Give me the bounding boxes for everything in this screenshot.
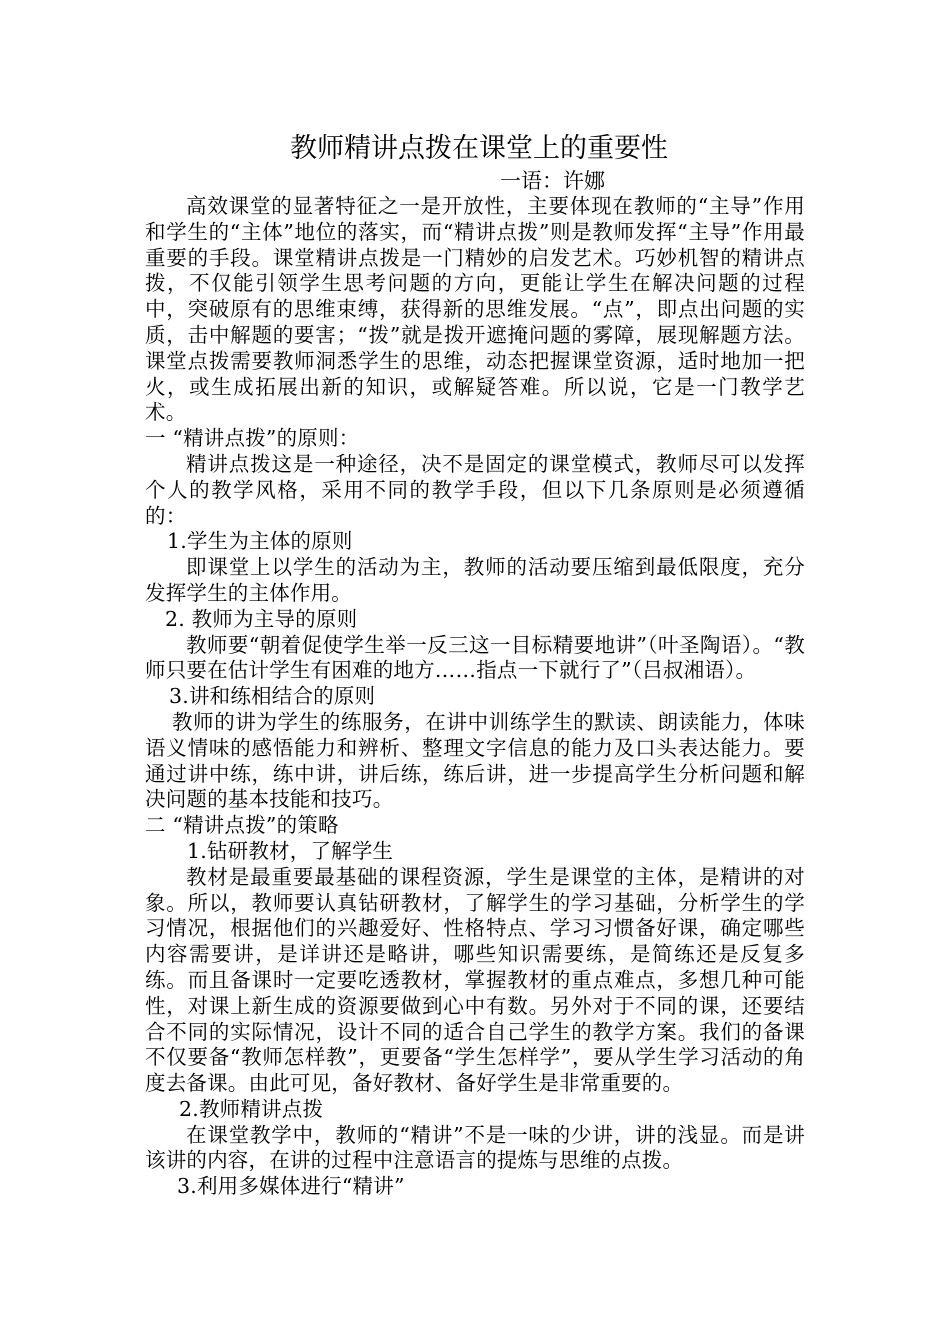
strategy-2-paragraph: 在课堂教学中，教师的“精讲”不是一味的少讲，讲的浅显。而是讲该讲的内容，在讲的过程中注意语言的提炼与思维的点拨。	[145, 1122, 805, 1173]
principle-1-paragraph: 即课堂上以学生的活动为主，教师的活动要压缩到最低限度，充分发挥学生的主体作用。	[145, 555, 805, 605]
author-line: 一语：许娜	[500, 169, 605, 193]
principle-2-heading: 2. 教师为主导的原则	[165, 606, 358, 631]
principles-intro-paragraph: 精讲点拨这是一种途径，决不是固定的课堂模式，教师尽可以发挥个人的教学风格，采用不同的教学手段，但以下几条原则是必须遵循的：	[145, 451, 805, 528]
intro-paragraph: 高效课堂的显著特征之一是开放性，主要体现在教师的“主导”作用和学生的“主体”地位的落实，而“精讲点拨”则是教师发挥“主导”作用最重要的手段。课堂精讲点拨是一门精妙的启发艺术。巧妙机智的精讲点拨，不仅能引领学生思考问题的方向，更能让学生在解决问题的过程中，突破原有的思维束缚，获得新的思维发展。“点”，即点出问题的实质，击中解题的要害；“拨”就是拨开遮掩问题的雾障，展现解题方法。课堂点拨需要教师洞悉学生的思维，动态把握课堂资源，适时地加一把火，或生成拓展出新的知识，或解疑答难。所以说，它是一门教学艺术。	[145, 194, 805, 425]
section-heading-strategies: 二 “精讲点拨”的策略	[145, 813, 339, 838]
document-title: 教师精讲点拨在课堂上的重要性	[290, 133, 668, 164]
strategy-2-heading: 2.教师精讲点拨	[179, 1096, 324, 1121]
principle-3-paragraph: 教师的讲为学生的练服务，在讲中训练学生的默读、朗读能力，体味语义情味的感悟能力和辨析、整理文字信息的能力及口头表达能力。要通过讲中练，练中讲，讲后练，练后讲，进一步提高学生分析问题和解决问题的基本技能和技巧。	[145, 709, 805, 812]
principle-1-heading: 1.学生为主体的原则	[167, 529, 353, 554]
strategy-1-paragraph: 教材是最重要最基础的课程资源，学生是课堂的主体，是精讲的对象。所以，教师要认真钻研教材，了解学生的学习基础，分析学生的学习情况，根据他们的兴趣爱好、性格特点、学习习惯备好课，确定哪些内容需要讲，是详讲还是略讲，哪些知识需要练，是简练还是反复多练。而且备课时一定要吃透教材，掌握教材的重点难点，多想几种可能性，对课上新生成的资源要做到心中有数。另外对于不同的课，还要结合不同的实际情况，设计不同的适合自己学生的教学方案。我们的备课不仅要备“教师怎样教”，更要备“学生怎样学”，要从学生学习活动的角度去备课。由此可见，备好教材、备好学生是非常重要的。	[145, 864, 805, 1096]
document-page	[145, 130, 805, 1200]
strategy-3-heading: 3.利用多媒体进行“精讲”	[177, 1174, 405, 1199]
principle-3-heading: 3.讲和练相结合的原则	[169, 684, 376, 709]
strategy-1-heading: 1.钻研教材，了解学生	[187, 838, 394, 863]
principle-2-paragraph: 教师要“朝着促使学生举一反三这一目标精要地讲”（叶圣陶语）。“教师只要在估计学生有困难的地方……指点一下就行了”（吕叔湘语）。	[145, 632, 805, 683]
section-heading-principles: 一 “精讲点拨”的原则：	[145, 426, 360, 451]
